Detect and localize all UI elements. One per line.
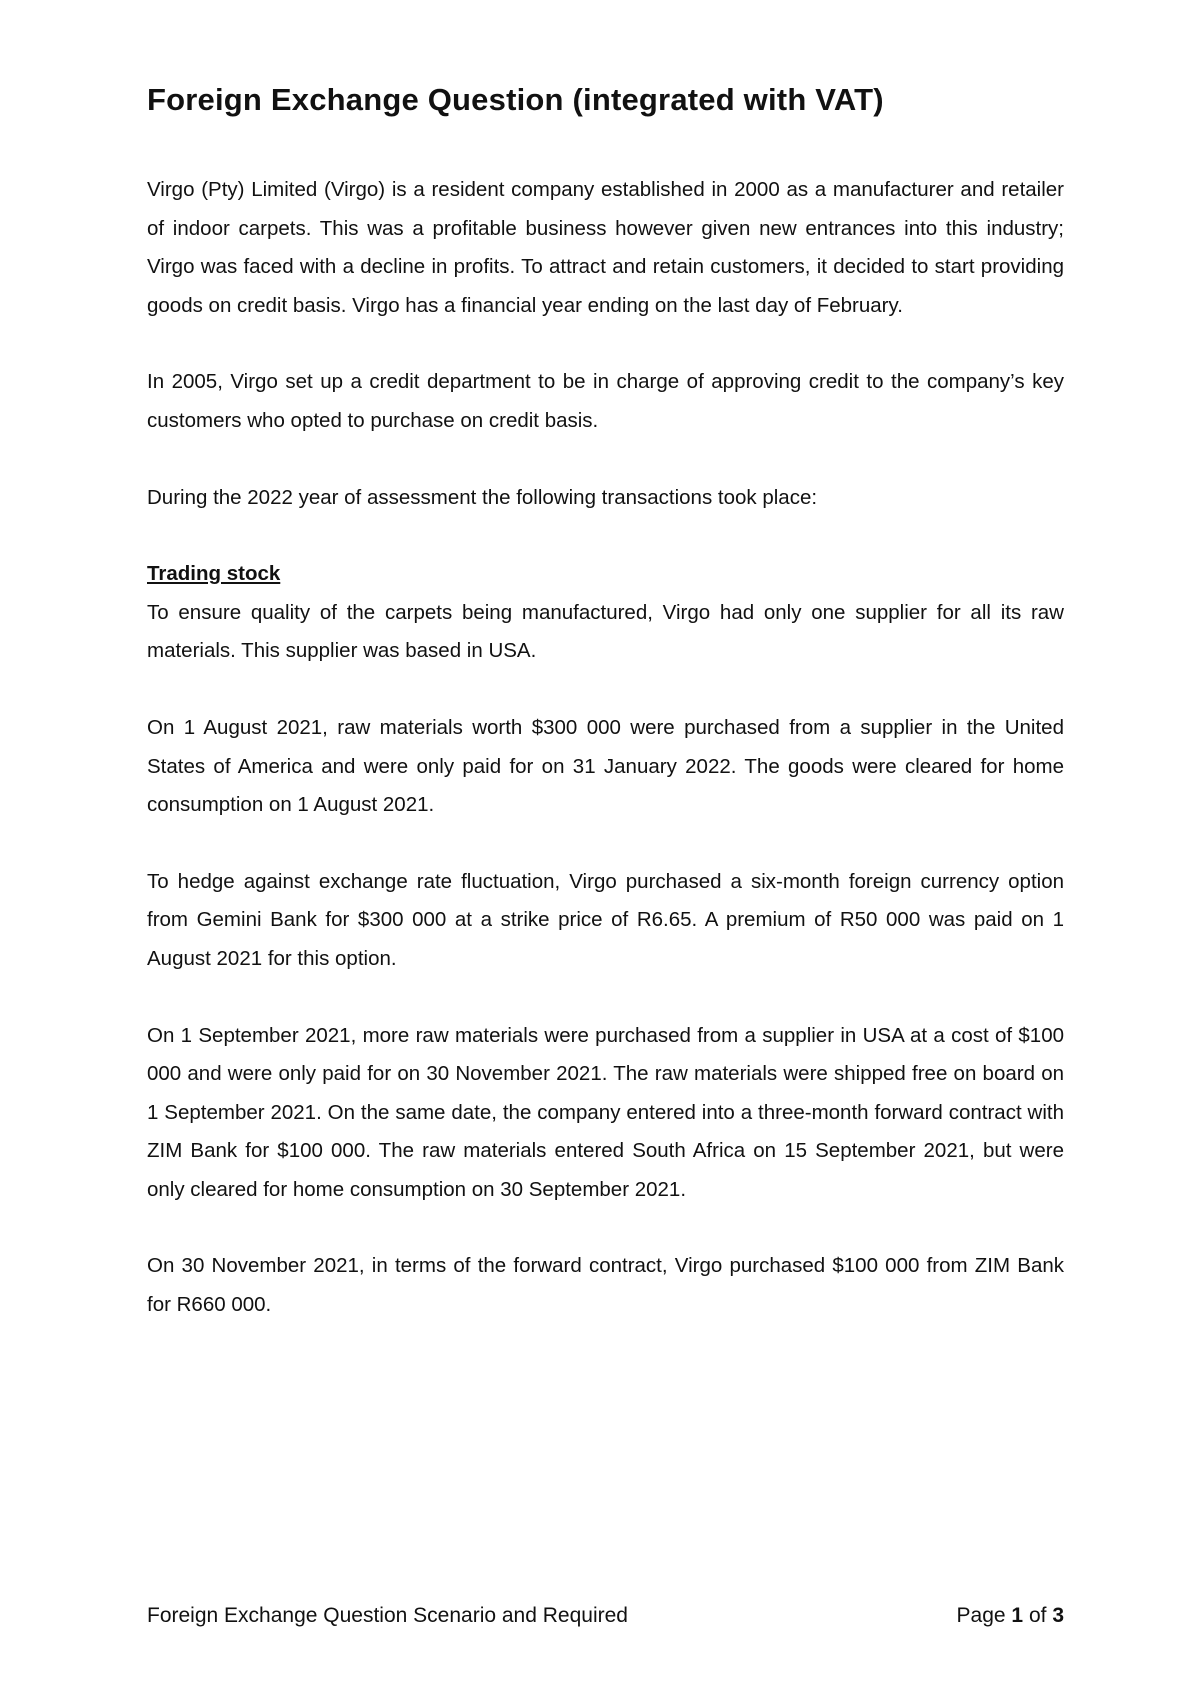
paragraph-currency-option: To hedge against exchange rate fluctuation, Virgo purchased a six-month foreign currency option from Gemini Bank for $300 000 at a strike price of R6.65. A premium of R50 000 was paid on 1 August 2021 for this option. xyxy=(147,869,1064,970)
paragraph-august-purchase: On 1 August 2021, raw materials worth $300 000 were purchased from a supplier in the United States of America and were only paid for on 31 January 2022. The goods were cleared for home consumption on 1 August 2021. xyxy=(147,715,1064,817)
paragraph-transactions-intro: During the 2022 year of assessment the following transactions took place: xyxy=(147,485,818,509)
paragraph-supplier: To ensure quality of the carpets being manufactured, Virgo had only one supplier for all its raw materials. This supplier was based in USA. xyxy=(147,600,1064,663)
section-heading-trading-stock: Trading stock xyxy=(147,562,281,586)
paragraph-september-purchase: On 1 September 2021, more raw materials were purchased from a supplier in USA at a cost of $100 000 and were only paid for on 30 November 2021. The raw materials were shipped free on board on 1 September 2021. On the same date, the company entered into a three-month forward contract with ZIM Bank for $100 000. The raw materials entered South Africa on 15 September 2021, but were only cleared for home consumption on 30 September 2021. xyxy=(147,1023,1064,1201)
page-word: Page xyxy=(956,1604,1006,1627)
page-total: 3 xyxy=(1052,1604,1064,1627)
page-footer xyxy=(147,1604,1064,1628)
page-current: 1 xyxy=(1011,1604,1024,1627)
paragraph-company-background: Virgo (Pty) Limited (Virgo) is a resident company established in 2000 as a manufacturer and retailer of indoor carpets. This was a profitable business however given new entrances into this industry; Virgo was faced with a decline in profits. To attract and retain customers, it decided to start providing goods on credit basis. Virgo has a financial year ending on the last day of February. xyxy=(147,178,1064,317)
paragraph-credit-department: In 2005, Virgo set up a credit department to be in charge of approving credit to the company’s key customers who opted to purchase on credit basis. xyxy=(147,370,1064,432)
page-of: of xyxy=(1028,1604,1047,1627)
paragraph-forward-contract: On 30 November 2021, in terms of the forward contract, Virgo purchased $100 000 from ZIM Bank for R660 000. xyxy=(147,1254,1064,1317)
page-number xyxy=(957,1604,1064,1628)
document-title: Foreign Exchange Question (integrated with VAT) xyxy=(147,82,884,117)
footer-document-name: Foreign Exchange Question Scenario and Required xyxy=(147,1604,628,1627)
document-page xyxy=(147,82,1064,1363)
